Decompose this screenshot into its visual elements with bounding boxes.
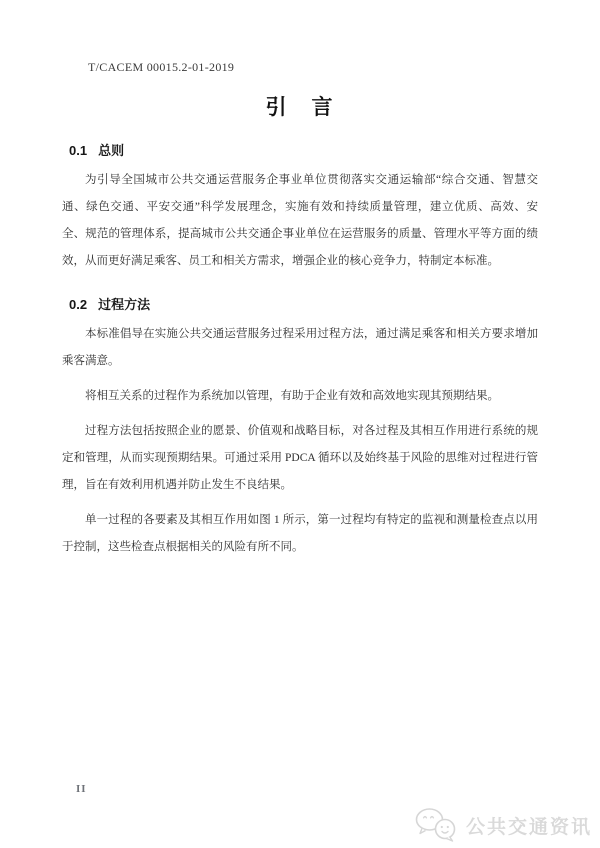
paragraph: 将相互关系的过程作为系统加以管理，有助于企业有效和高效地实现其预期结果。 <box>85 390 499 402</box>
section-general <box>62 143 538 275</box>
section-number: 0.2 <box>69 297 88 312</box>
brand-watermark <box>414 807 592 843</box>
page-title: 引 言 <box>265 96 335 119</box>
section-heading <box>69 297 538 313</box>
wechat-icon <box>414 807 460 843</box>
paragraph: 为引导全国城市公共交通运营服务企事业单位贯彻落实交通运输部“综合交通、智慧交通、绿色交通、平安交通”科学发展理念，实施有效和持续质量管理，建立优质、高效、安全、规范的管理体系，提高城市公共交通企事业单位在运营服务的质量、管理水平等方面的绩效，从而更好满足乘客、员工和相关方需求，增强企业的核心竞争力，特制定本标准。 <box>62 174 538 267</box>
paragraph: 本标准倡导在实施公共交通运营服务过程采用过程方法，通过满足乘客和相关方要求增加乘客满意。 <box>62 328 538 367</box>
section-number: 0.1 <box>69 143 88 158</box>
doc-number: T/CACEM 00015.2-01-2019 <box>88 60 235 74</box>
page-number: II <box>76 783 87 795</box>
section-heading <box>69 143 538 159</box>
section-label: 总则 <box>98 143 125 158</box>
section-label: 过程方法 <box>98 297 151 312</box>
paragraph: 单一过程的各要素及其相互作用如图 1 所示，第一过程均有特定的监视和测量检查点以用于控制，这些检查点根据相关的风险有所不同。 <box>62 514 538 553</box>
section-process-approach <box>62 297 538 561</box>
paragraph: 过程方法包括按照企业的愿景、价值观和战略目标，对各过程及其相互作用进行系统的规定和管理，从而实现预期结果。可通过采用 PDCA 循环以及始终基于风险的思维对过程进行管理，旨在有效利用机遇并防止发生不良结果。 <box>62 425 538 491</box>
brand-name: 公共交通资讯 <box>465 816 592 838</box>
